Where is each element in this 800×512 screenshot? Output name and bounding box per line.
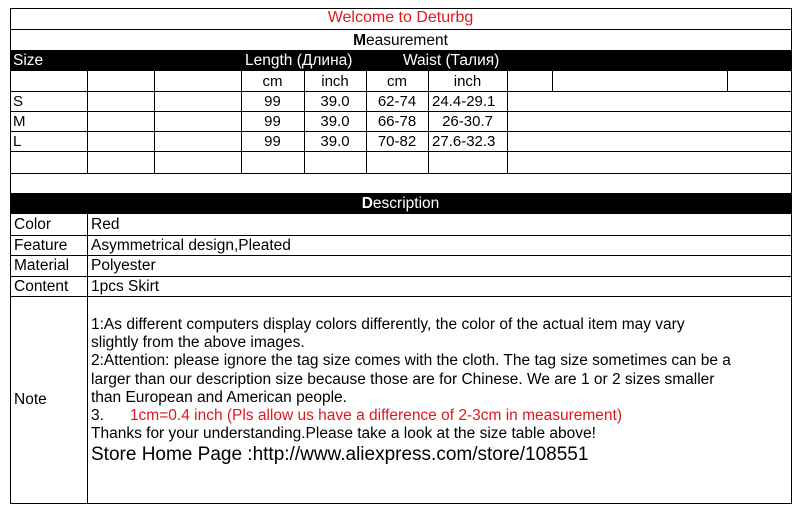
note-line: 3. 1cm=0.4 inch (Pls allow us have a difference of 2-3cm in measurement) (91, 407, 623, 425)
material-value: Polyester (91, 257, 156, 274)
waist-cm: 66-78 (377, 113, 417, 130)
waist-cm: 62-74 (377, 93, 417, 110)
note-line: Thanks for your understanding.Please take a look at the size table above! (91, 425, 596, 443)
column-header-length: Length (Длина) (245, 52, 353, 69)
note-line: larger than our description size because those are for Chinese. We are 1 or 2 sizes smaller (91, 370, 715, 388)
length-inch: 39.0 (320, 133, 350, 150)
size-label: L (13, 133, 22, 150)
unit-waist-inch: inch (453, 73, 482, 90)
column-header-waist: Waist (Талия) (403, 52, 500, 69)
note-text (91, 316, 791, 467)
size-label: S (13, 93, 24, 110)
content-value: 1pcs Skirt (91, 278, 160, 295)
length-inch: 39.0 (320, 93, 350, 110)
material-label: Material (14, 257, 70, 274)
store-home-page-link[interactable]: Store Home Page :http://www.aliexpress.com/store/108551 (91, 444, 589, 466)
content-label: Content (14, 278, 69, 295)
unit-length-cm: cm (262, 73, 283, 90)
description-heading: Description (361, 195, 440, 212)
measurement-header-band (10, 51, 792, 71)
page-title: Welcome to Deturbg (327, 9, 474, 26)
waist-cm: 70-82 (377, 133, 417, 150)
note-line: 2:Attention: please ignore the tag size comes with the cloth. The tag size sometimes can be a (91, 352, 731, 370)
measurement-heading: Measurement (353, 32, 448, 49)
waist-inch: 27.6-32.3 (432, 133, 496, 150)
waist-inch: 24.4-29.1 (432, 93, 496, 110)
note-label: Note (14, 391, 47, 408)
note-line: 1:As different computers display colors differently, the color of the actual item may vary (91, 316, 685, 333)
feature-label: Feature (14, 237, 68, 254)
length-cm: 99 (264, 133, 281, 150)
color-label: Color (14, 216, 52, 233)
color-value: Red (91, 216, 120, 233)
unit-waist-cm: cm (387, 73, 407, 90)
note-line: slightly from the above images. (91, 334, 305, 352)
length-cm: 99 (264, 93, 281, 110)
note-line: than European and American people. (91, 388, 347, 406)
size-label: M (13, 113, 26, 130)
length-cm: 99 (264, 113, 281, 130)
measurement-tolerance-note: 1cm=0.4 inch (Pls allow us have a difference of 2-3cm in measurement) (129, 407, 623, 425)
length-inch: 39.0 (320, 113, 350, 130)
column-header-size: Size (13, 52, 44, 69)
feature-value: Asymmetrical design,Pleated (91, 237, 291, 254)
unit-length-inch: inch (321, 73, 349, 90)
waist-inch: 26-30.7 (442, 113, 493, 130)
